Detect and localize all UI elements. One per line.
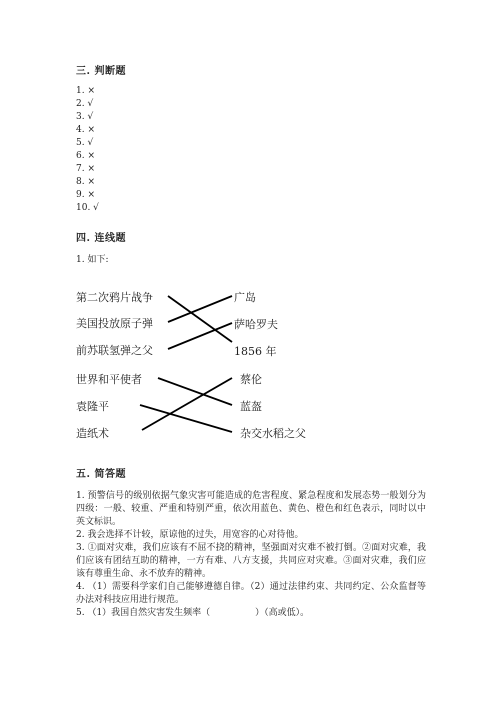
match-left-item: 美国投放原子弹 — [76, 317, 153, 330]
judgement-answer: 2. √ — [76, 99, 94, 109]
match-right-item: 广岛 — [234, 291, 256, 304]
short-answer-paragraph: 5. （1）我国自然灾害发生频率（ ）（高或低）。 — [76, 608, 310, 618]
match-line — [142, 378, 232, 430]
short-answer-body — [76, 490, 426, 620]
judgement-answer: 9. × — [76, 190, 95, 200]
short-answer-paragraph: 1. 预警信号的级别依据气象灾害可能造成的危害程度、紧急程度和发展态势一般划分为四级：一般、较重、严重和特别严重，依次用蓝色、黄色、橙色和红色表示，同时以中英文标识。 — [76, 491, 426, 527]
match-left-item: 前苏联氢弹之父 — [76, 344, 153, 357]
match-line — [158, 378, 232, 405]
match-left-item: 第二次鸦片战争 — [76, 291, 153, 304]
judgement-answer: 4. × — [76, 125, 95, 135]
match-right-item: 杂交水稻之父 — [240, 427, 306, 440]
match-right-item: 蓝盔 — [240, 400, 262, 413]
judgement-answer: 8. × — [76, 177, 95, 187]
match-right-item: 蔡伦 — [240, 373, 262, 386]
judgement-answer: 3. √ — [76, 112, 94, 122]
match-right-item: 萨哈罗夫 — [234, 318, 278, 331]
match-left-item: 袁隆平 — [76, 400, 109, 413]
judgement-answer: 1. × — [76, 86, 95, 96]
match-left-item: 世界和平使者 — [76, 373, 142, 386]
section-judgement-title: 三. 判断题 — [76, 66, 126, 77]
judgement-answer: 10. √ — [76, 203, 99, 213]
judgement-answer: 6. × — [76, 151, 95, 161]
judgement-answer: 7. × — [76, 164, 95, 174]
short-answer-paragraph: 3. ①面对灾难，我们应该有不屈不挠的精神，坚强面对灾难不被打倒。②面对灾难，我们应该有团结互助的精神，一方有难、八方支援，共同应对灾难。③面对灾难，我们应该有尊重生命、永不放弃的精神。 — [76, 543, 426, 579]
match-line — [140, 405, 232, 432]
section-short-answer-title: 五. 简答题 — [76, 469, 126, 480]
short-answer-paragraph: 4. （1）需要科学家们自己能够遵德自律。（2）通过法律约束、共同约定、公众监督等办法对科技应用进行规范。 — [76, 582, 426, 605]
judgement-answer: 5. √ — [76, 138, 94, 148]
match-left-item: 造纸术 — [76, 427, 109, 440]
short-answer-paragraph: 2. 我会选择不计较，原谅他的过失，用宽容的心对待他。 — [76, 530, 304, 540]
matching-intro: 1. 如下: — [76, 255, 109, 265]
judgement-answer-list — [76, 85, 99, 215]
section-matching-title: 四. 连线题 — [76, 233, 126, 244]
match-right-item: 1856 年 — [234, 345, 277, 358]
